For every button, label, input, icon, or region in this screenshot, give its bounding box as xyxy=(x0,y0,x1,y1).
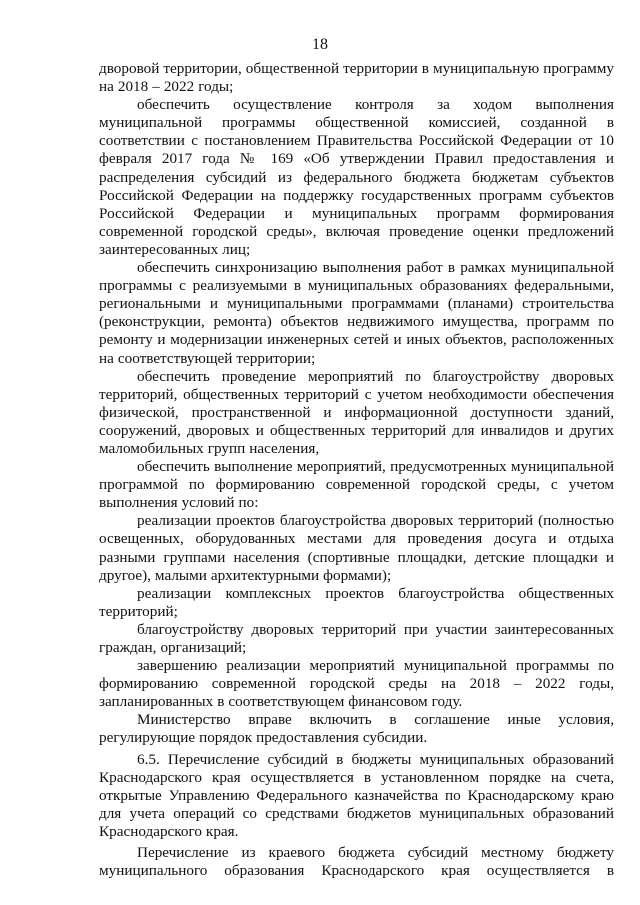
paragraph-continuation: дворовой территории, общественной территории в муниципальную программу на 2018 – 2022 годы; xyxy=(99,60,614,96)
paragraph-citizen-participation: благоустройству дворовых территорий при участии заинтересованных граждан, организаций; xyxy=(99,620,614,656)
paragraph-yard-projects: реализации проектов благоустройства дворовых территорий (полностью освещенных, оборудованных местами для проведения досуга и отдыха разными группами населения (спортивные площадки, детские площадки и другое), малыми архитектурными формами); xyxy=(99,512,614,584)
paragraph-section-6-5: 6.5. Перечисление субсидий в бюджеты муниципальных образований Краснодарского края осуществляется в установленном порядке на счета, открытые Управлению Федерального казначейства по Краснодарскому краю для учета операций со средствами бюджетов муниципальных образований Краснодарского края. xyxy=(99,750,614,840)
paragraph-synchronization: обеспечить синхронизацию выполнения работ в рамках муниципальной программы с реализуемыми в муниципальных образованиях федеральными, региональными и муниципальными программами (планами) строительства (реконструкции, ремонта) объектов недвижимого имущества, программ по ремонту и модернизации инженерных сетей и иных объектов, расположенных на соответствующей территории; xyxy=(99,259,614,367)
paragraph-completion: завершению реализации мероприятий муниципальной программы по формированию современной городской среды на 2018 – 2022 годы, запланированных в соответствующем финансовом году. xyxy=(99,657,614,711)
paragraph-transfer: Перечисление из краевого бюджета субсидий местному бюджету муниципального образования Краснодарского края осуществляется в xyxy=(99,844,614,880)
paragraph-accessibility: обеспечить проведение мероприятий по благоустройству дворовых территорий, общественных территорий с учетом необходимости обеспечения физической, пространственной и информационной доступности зданий, сооружений, дворовых и общественных территорий для инвалидов и других маломобильных групп населения, xyxy=(99,367,614,457)
paragraph-control: обеспечить осуществление контроля за ходом выполнения муниципальной программы общественной комиссией, созданной в соответствии с постановлением Правительства Российской Федерации от 10 февраля 2017 года № 169 «Об утверждении Правил предоставления и распределения субсидий из федерального бюджета бюджетам субъектов Российской Федерации на поддержку государственных программ субъектов Российской Федерации и муниципальных программ формирования современной городской среды», включая проведение оценки предложений заинтересованных лиц; xyxy=(99,96,614,258)
page-number: 18 xyxy=(312,36,328,53)
paragraph-public-projects: реализации комплексных проектов благоустройства общественных территорий; xyxy=(99,584,614,620)
body-text xyxy=(99,60,614,880)
paragraph-conditions: обеспечить выполнение мероприятий, предусмотренных муниципальной программой по формированию современной городской среды, с учетом выполнения условий по: xyxy=(99,458,614,512)
paragraph-ministry-conditions: Министерство вправе включить в соглашение иные условия, регулирующие порядок предоставления субсидии. xyxy=(99,711,614,747)
